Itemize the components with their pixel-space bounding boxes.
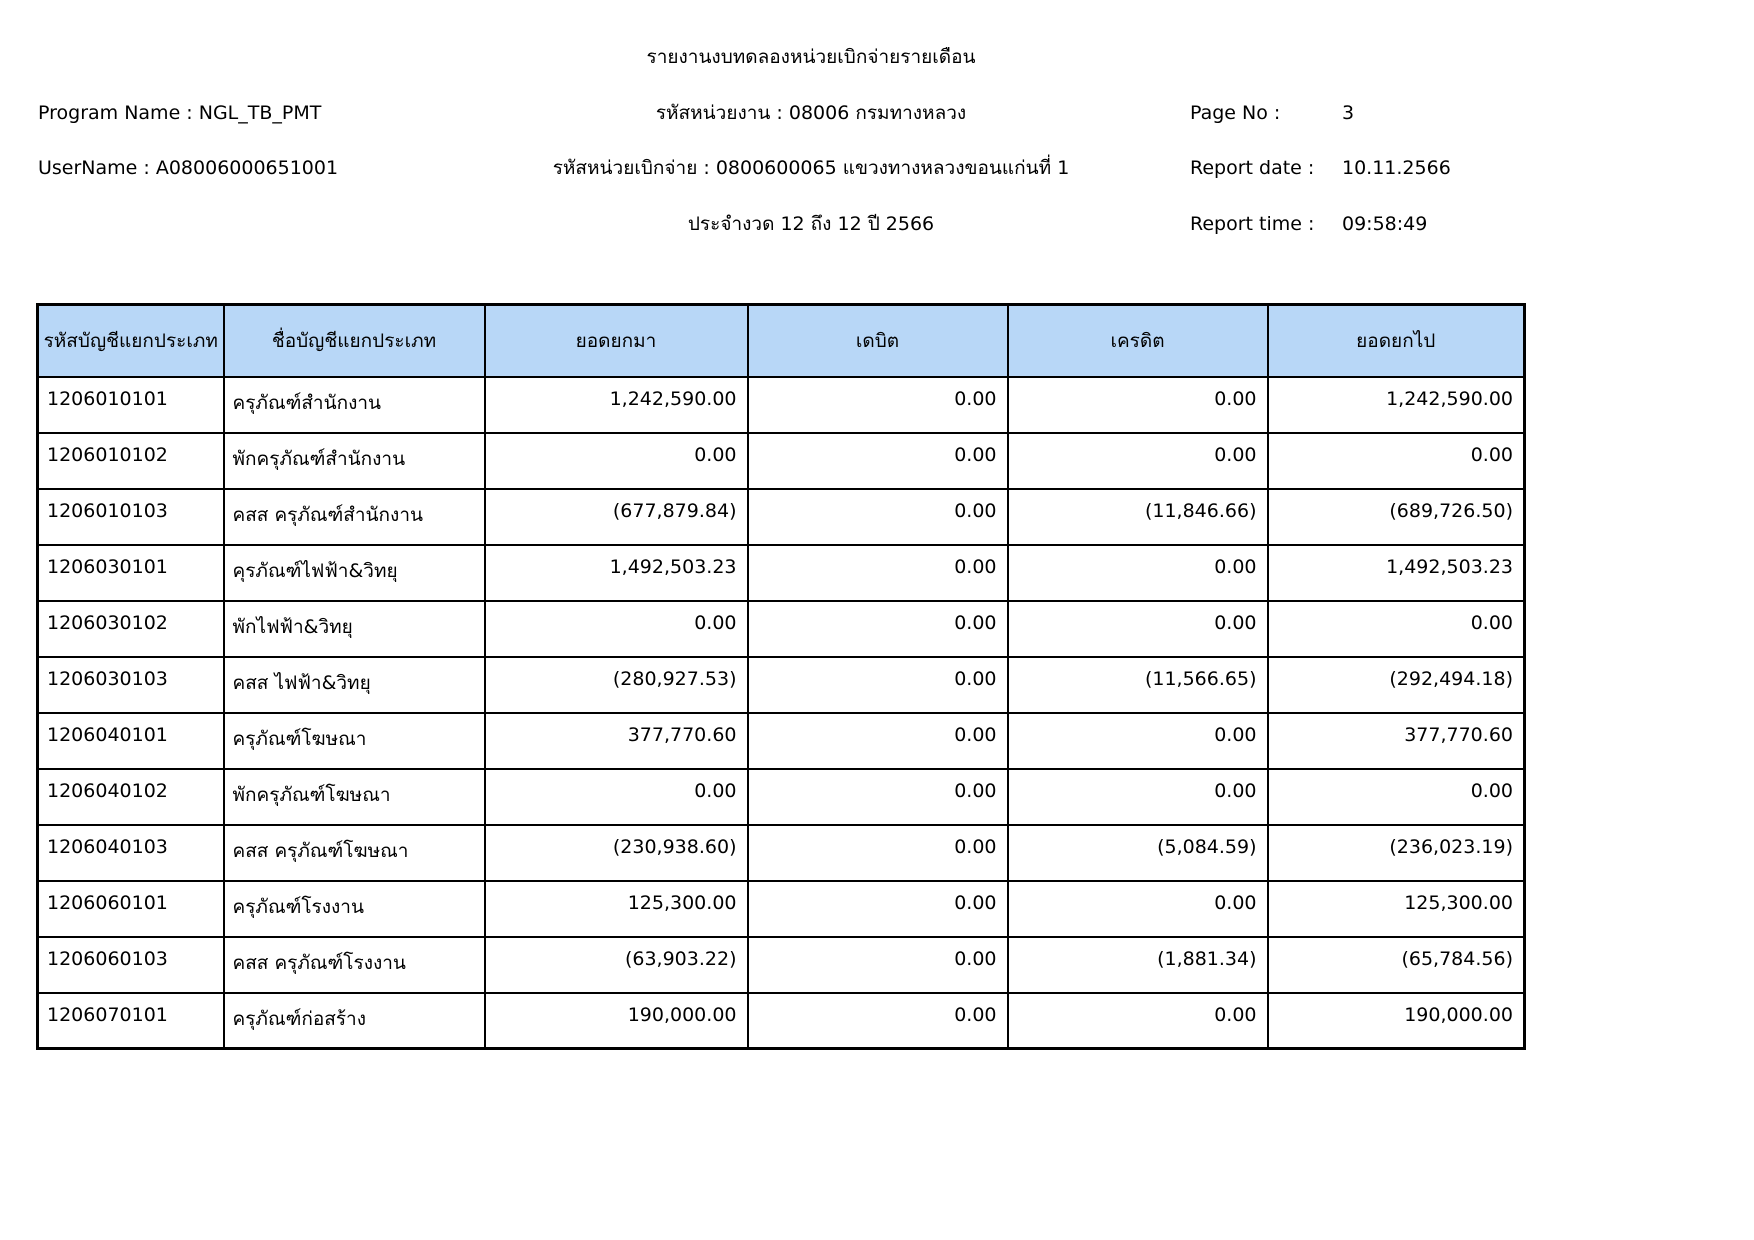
credit-cell: 0.00 [1008, 433, 1268, 489]
closing-balance-cell: 0.00 [1268, 769, 1525, 825]
account-name-cell: พักไฟฟ้า&วิทยุ [224, 601, 485, 657]
account-name-cell: ครุภัณฑ์สำนักงาน [224, 377, 485, 433]
table-body [38, 377, 1525, 1049]
opening-balance-cell: 0.00 [485, 769, 748, 825]
table-row [38, 545, 1525, 601]
account-code-cell: 1206060103 [38, 937, 224, 993]
account-name-cell: คุรภัณฑ์ไฟฟ้า&วิทยุ [224, 545, 485, 601]
opening-balance-cell: (230,938.60) [485, 825, 748, 881]
column-header-account-code: รหัสบัญชีแยกประเภท [38, 305, 224, 377]
agency-code-line: รหัสหน่วยงาน : 08006 กรมทางหลวง [655, 102, 967, 124]
opening-balance-cell: 1,242,590.00 [485, 377, 748, 433]
credit-cell: 0.00 [1008, 377, 1268, 433]
closing-balance-cell: 0.00 [1268, 601, 1525, 657]
table-row [38, 601, 1525, 657]
debit-cell: 0.00 [748, 601, 1008, 657]
account-code-cell: 1206040103 [38, 825, 224, 881]
account-code-cell: 1206060101 [38, 881, 224, 937]
column-header-opening-balance: ยอดยกมา [485, 305, 748, 377]
column-header-debit: เดบิต [748, 305, 1008, 377]
account-name-cell: พักครุภัณฑ์โฆษณา [224, 769, 485, 825]
credit-cell: (5,084.59) [1008, 825, 1268, 881]
column-header-credit: เครดิต [1008, 305, 1268, 377]
report-time-label: Report time : [1190, 213, 1315, 235]
credit-cell: 0.00 [1008, 713, 1268, 769]
closing-balance-cell: (689,726.50) [1268, 489, 1525, 545]
closing-balance-cell: 0.00 [1268, 433, 1525, 489]
account-code-cell: 1206030102 [38, 601, 224, 657]
credit-cell: (11,566.65) [1008, 657, 1268, 713]
account-code-cell: 1206040102 [38, 769, 224, 825]
closing-balance-cell: 1,242,590.00 [1268, 377, 1525, 433]
period-line: ประจำงวด 12 ถึง 12 ปี 2566 [687, 213, 935, 235]
account-code-cell: 1206010101 [38, 377, 224, 433]
report-time-value: 09:58:49 [1342, 213, 1428, 235]
debit-cell: 0.00 [748, 713, 1008, 769]
opening-balance-cell: 0.00 [485, 433, 748, 489]
credit-cell: 0.00 [1008, 601, 1268, 657]
table-row [38, 433, 1525, 489]
opening-balance-cell: (63,903.22) [485, 937, 748, 993]
account-name-cell: คสส ครุภัณฑ์โรงงาน [224, 937, 485, 993]
account-code-cell: 1206010102 [38, 433, 224, 489]
disbursement-unit-line: รหัสหน่วยเบิกจ่าย : 0800600065 แขวงทางหลวงขอนแก่นที่ 1 [552, 157, 1070, 179]
account-code-cell: 1206030103 [38, 657, 224, 713]
opening-balance-cell: 377,770.60 [485, 713, 748, 769]
debit-cell: 0.00 [748, 545, 1008, 601]
page-no-value: 3 [1342, 102, 1355, 124]
credit-cell: 0.00 [1008, 769, 1268, 825]
table-row [38, 825, 1525, 881]
table-row [38, 489, 1525, 545]
debit-cell: 0.00 [748, 377, 1008, 433]
closing-balance-cell: 125,300.00 [1268, 881, 1525, 937]
page-no-label: Page No : [1190, 102, 1281, 124]
account-name-cell: คสส ไฟฟ้า&วิทยุ [224, 657, 485, 713]
account-code-cell: 1206070101 [38, 993, 224, 1049]
trial-balance-table [36, 303, 1526, 1050]
opening-balance-cell: (280,927.53) [485, 657, 748, 713]
table-row [38, 937, 1525, 993]
credit-cell: 0.00 [1008, 545, 1268, 601]
table-row [38, 713, 1525, 769]
debit-cell: 0.00 [748, 825, 1008, 881]
program-name: Program Name : NGL_TB_PMT [38, 102, 322, 124]
opening-balance-cell: 125,300.00 [485, 881, 748, 937]
account-name-cell: พักครุภัณฑ์สำนักงาน [224, 433, 485, 489]
credit-cell: 0.00 [1008, 881, 1268, 937]
debit-cell: 0.00 [748, 657, 1008, 713]
report-title: รายงานงบทดลองหน่วยเบิกจ่ายรายเดือน [646, 46, 976, 68]
column-header-account-name: ชื่อบัญชีแยกประเภท [224, 305, 485, 377]
credit-cell: (11,846.66) [1008, 489, 1268, 545]
debit-cell: 0.00 [748, 993, 1008, 1049]
user-name: UserName : A08006000651001 [38, 157, 339, 179]
debit-cell: 0.00 [748, 937, 1008, 993]
opening-balance-cell: 1,492,503.23 [485, 545, 748, 601]
table-row [38, 377, 1525, 433]
account-name-cell: ครุภัณฑ์ก่อสร้าง [224, 993, 485, 1049]
account-code-cell: 1206010103 [38, 489, 224, 545]
debit-cell: 0.00 [748, 489, 1008, 545]
closing-balance-cell: 377,770.60 [1268, 713, 1525, 769]
closing-balance-cell: (65,784.56) [1268, 937, 1525, 993]
table-header-row [38, 305, 1525, 377]
table-row [38, 993, 1525, 1049]
closing-balance-cell: 1,492,503.23 [1268, 545, 1525, 601]
account-name-cell: คสส ครุภัณฑ์โฆษณา [224, 825, 485, 881]
table-row [38, 657, 1525, 713]
closing-balance-cell: 190,000.00 [1268, 993, 1525, 1049]
opening-balance-cell: 0.00 [485, 601, 748, 657]
opening-balance-cell: 190,000.00 [485, 993, 748, 1049]
debit-cell: 0.00 [748, 769, 1008, 825]
account-name-cell: คสส ครุภัณฑ์สำนักงาน [224, 489, 485, 545]
credit-cell: 0.00 [1008, 993, 1268, 1049]
debit-cell: 0.00 [748, 881, 1008, 937]
opening-balance-cell: (677,879.84) [485, 489, 748, 545]
report-date-label: Report date : [1190, 157, 1315, 179]
account-name-cell: ครุภัณฑ์โรงงาน [224, 881, 485, 937]
table-row [38, 769, 1525, 825]
table-row [38, 881, 1525, 937]
debit-cell: 0.00 [748, 433, 1008, 489]
credit-cell: (1,881.34) [1008, 937, 1268, 993]
report-date-value: 10.11.2566 [1342, 157, 1451, 179]
account-name-cell: ครุภัณฑ์โฆษณา [224, 713, 485, 769]
closing-balance-cell: (236,023.19) [1268, 825, 1525, 881]
account-code-cell: 1206040101 [38, 713, 224, 769]
closing-balance-cell: (292,494.18) [1268, 657, 1525, 713]
account-code-cell: 1206030101 [38, 545, 224, 601]
column-header-closing-balance: ยอดยกไป [1268, 305, 1525, 377]
